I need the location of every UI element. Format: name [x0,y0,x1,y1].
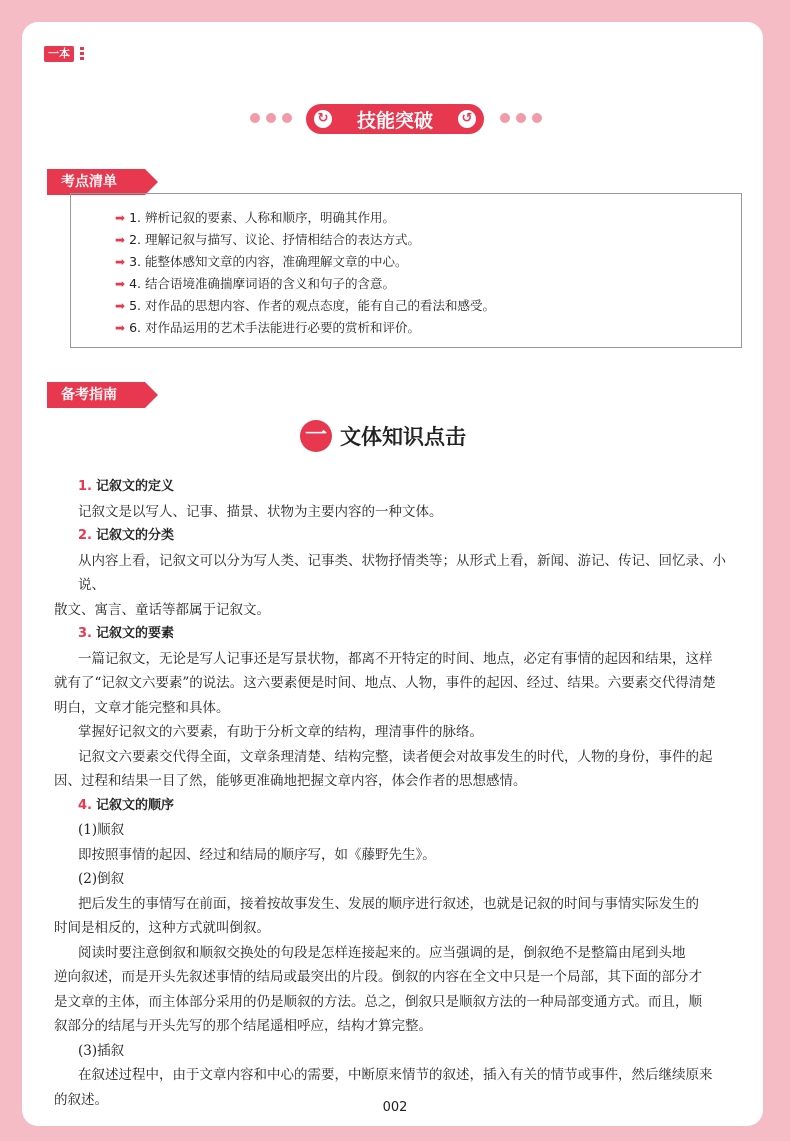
skill-banner [306,104,484,134]
paragraph: 记叙文六要素交代得全面，文章条理清楚、结构完整，读者便会对故事发生的时代，人物的身份，事件的起 [78,748,713,765]
paragraph: 掌握好记叙文的六要素，有助于分析文章的结构，理清事件的脉络。 [78,724,483,740]
cycle-icon: ↺ [458,110,476,128]
arrow-right-icon: ➡ [115,277,126,291]
checklist-item: ➡ 4. 结合语境准确揣摩词语的含义和句子的含意。 [115,276,395,291]
checklist-item: ➡ 5. 对作品的思想内容、作者的观点态度，能有自己的看法和感受。 [115,298,495,313]
cycle-icon: ↻ [314,110,332,128]
arrow-right-icon: ➡ [115,299,126,313]
paragraph-cont: 的叙述。 [54,1091,108,1108]
paragraph-cont: 因、过程和结果一目了然，能够更准确地把握文章内容，体会作者的思想感情。 [54,773,527,789]
checklist-item: ➡ 6. 对作品运用的艺术手法能进行必要的赏析和评价。 [115,320,420,335]
decor-dots-right [500,113,542,123]
subheading: (3)插叙 [78,1042,125,1059]
paragraph-cont: 是文章的主体，而主体部分采用的仍是顺叙的方法。总之，倒叙只是顺叙方法的一种局部变通方式。而且，顺 [54,993,702,1010]
paragraph-cont: 叙部分的结尾与开头先写的那个结尾遥相呼应，结构才算完整。 [54,1018,432,1034]
paragraph-cont: 明白，文章才能完整和具体。 [54,699,230,716]
page-number: 002 [382,1100,408,1115]
paragraph: 从内容上看，记叙文可以分为写人类、记事类、状物抒情类等；从形式上看，新闻、游记、传记、回忆录、小说、 [78,552,726,593]
checklist-item: ➡ 2. 理解记叙与描写、议论、抒情相结合的表达方式。 [115,232,420,247]
checklist-item: ➡ 1. 辨析记叙的要素、人称和顺序，明确其作用。 [115,210,395,225]
content-body [54,475,750,1112]
section-title-text: 文体知识点击 [340,425,466,449]
subheading: (1)顺叙 [78,822,125,838]
paragraph: 记叙文是以写人、记事、描景、状物为主要内容的一种文体。 [78,503,443,520]
paragraph: 在叙述过程中，由于文章内容和中心的需要，中断原来情节的叙述，插入有关的情节或事件，然后继续原来 [78,1067,713,1083]
paragraph-cont: 逆向叙述，而是开头先叙述事情的结局或最突出的片段。倒叙的内容在全文中只是一个局部，其下面的部分才 [54,969,702,985]
arrow-right-icon: ➡ [115,211,126,225]
checklist-tag: 考点清单 [47,169,145,195]
corner-dots [80,47,84,62]
checklist-box [70,193,742,348]
guide-tag: 备考指南 [47,382,145,408]
section-number-badge: 一 [300,420,332,452]
skill-banner-title: 技能突破 [356,109,433,132]
paragraph: 即按照事情的起因、经过和结局的顺序写，如《藤野先生》。 [78,846,436,863]
paragraph: 一篇记叙文，无论是写人记事还是写景状物，都离不开特定的时间、地点，必定有事情的起因和结果，这样 [78,650,713,667]
paragraph: 把后发生的事情写在前面，接着按故事发生、发展的顺序进行叙述，也就是记叙的时间与事情实际发生的 [78,895,699,912]
corner-tag: 一本 [44,46,74,62]
subheading: (2)倒叙 [78,871,125,887]
arrow-right-icon: ➡ [115,255,126,269]
decor-dots-left [250,113,292,123]
section-title [300,420,466,452]
paragraph-cont: 散文、寓言、童话等都属于记叙文。 [54,601,270,618]
heading-4: 4. 记叙文的顺序 [78,797,174,813]
heading-1: 1. 记叙文的定义 [78,479,174,494]
heading-3: 3. 记叙文的要素 [78,626,174,641]
checklist-item: ➡ 3. 能整体感知文章的内容，准确理解文章的中心。 [115,254,408,269]
paragraph: 阅读时要注意倒叙和顺叙交换处的句段是怎样连接起来的。应当强调的是，倒叙绝不是整篇由尾到头地 [78,944,686,961]
heading-2: 2. 记叙文的分类 [78,528,174,543]
arrow-right-icon: ➡ [115,233,126,247]
paragraph-cont: 就有了“记叙文六要素”的说法。这六要素便是时间、地点、人物，事件的起因、经过、结果。六要素交代得清楚 [54,675,716,691]
skill-header [0,104,790,134]
paragraph-cont: 时间是相反的，这种方式就叫倒叙。 [54,920,270,936]
arrow-right-icon: ➡ [115,321,126,335]
